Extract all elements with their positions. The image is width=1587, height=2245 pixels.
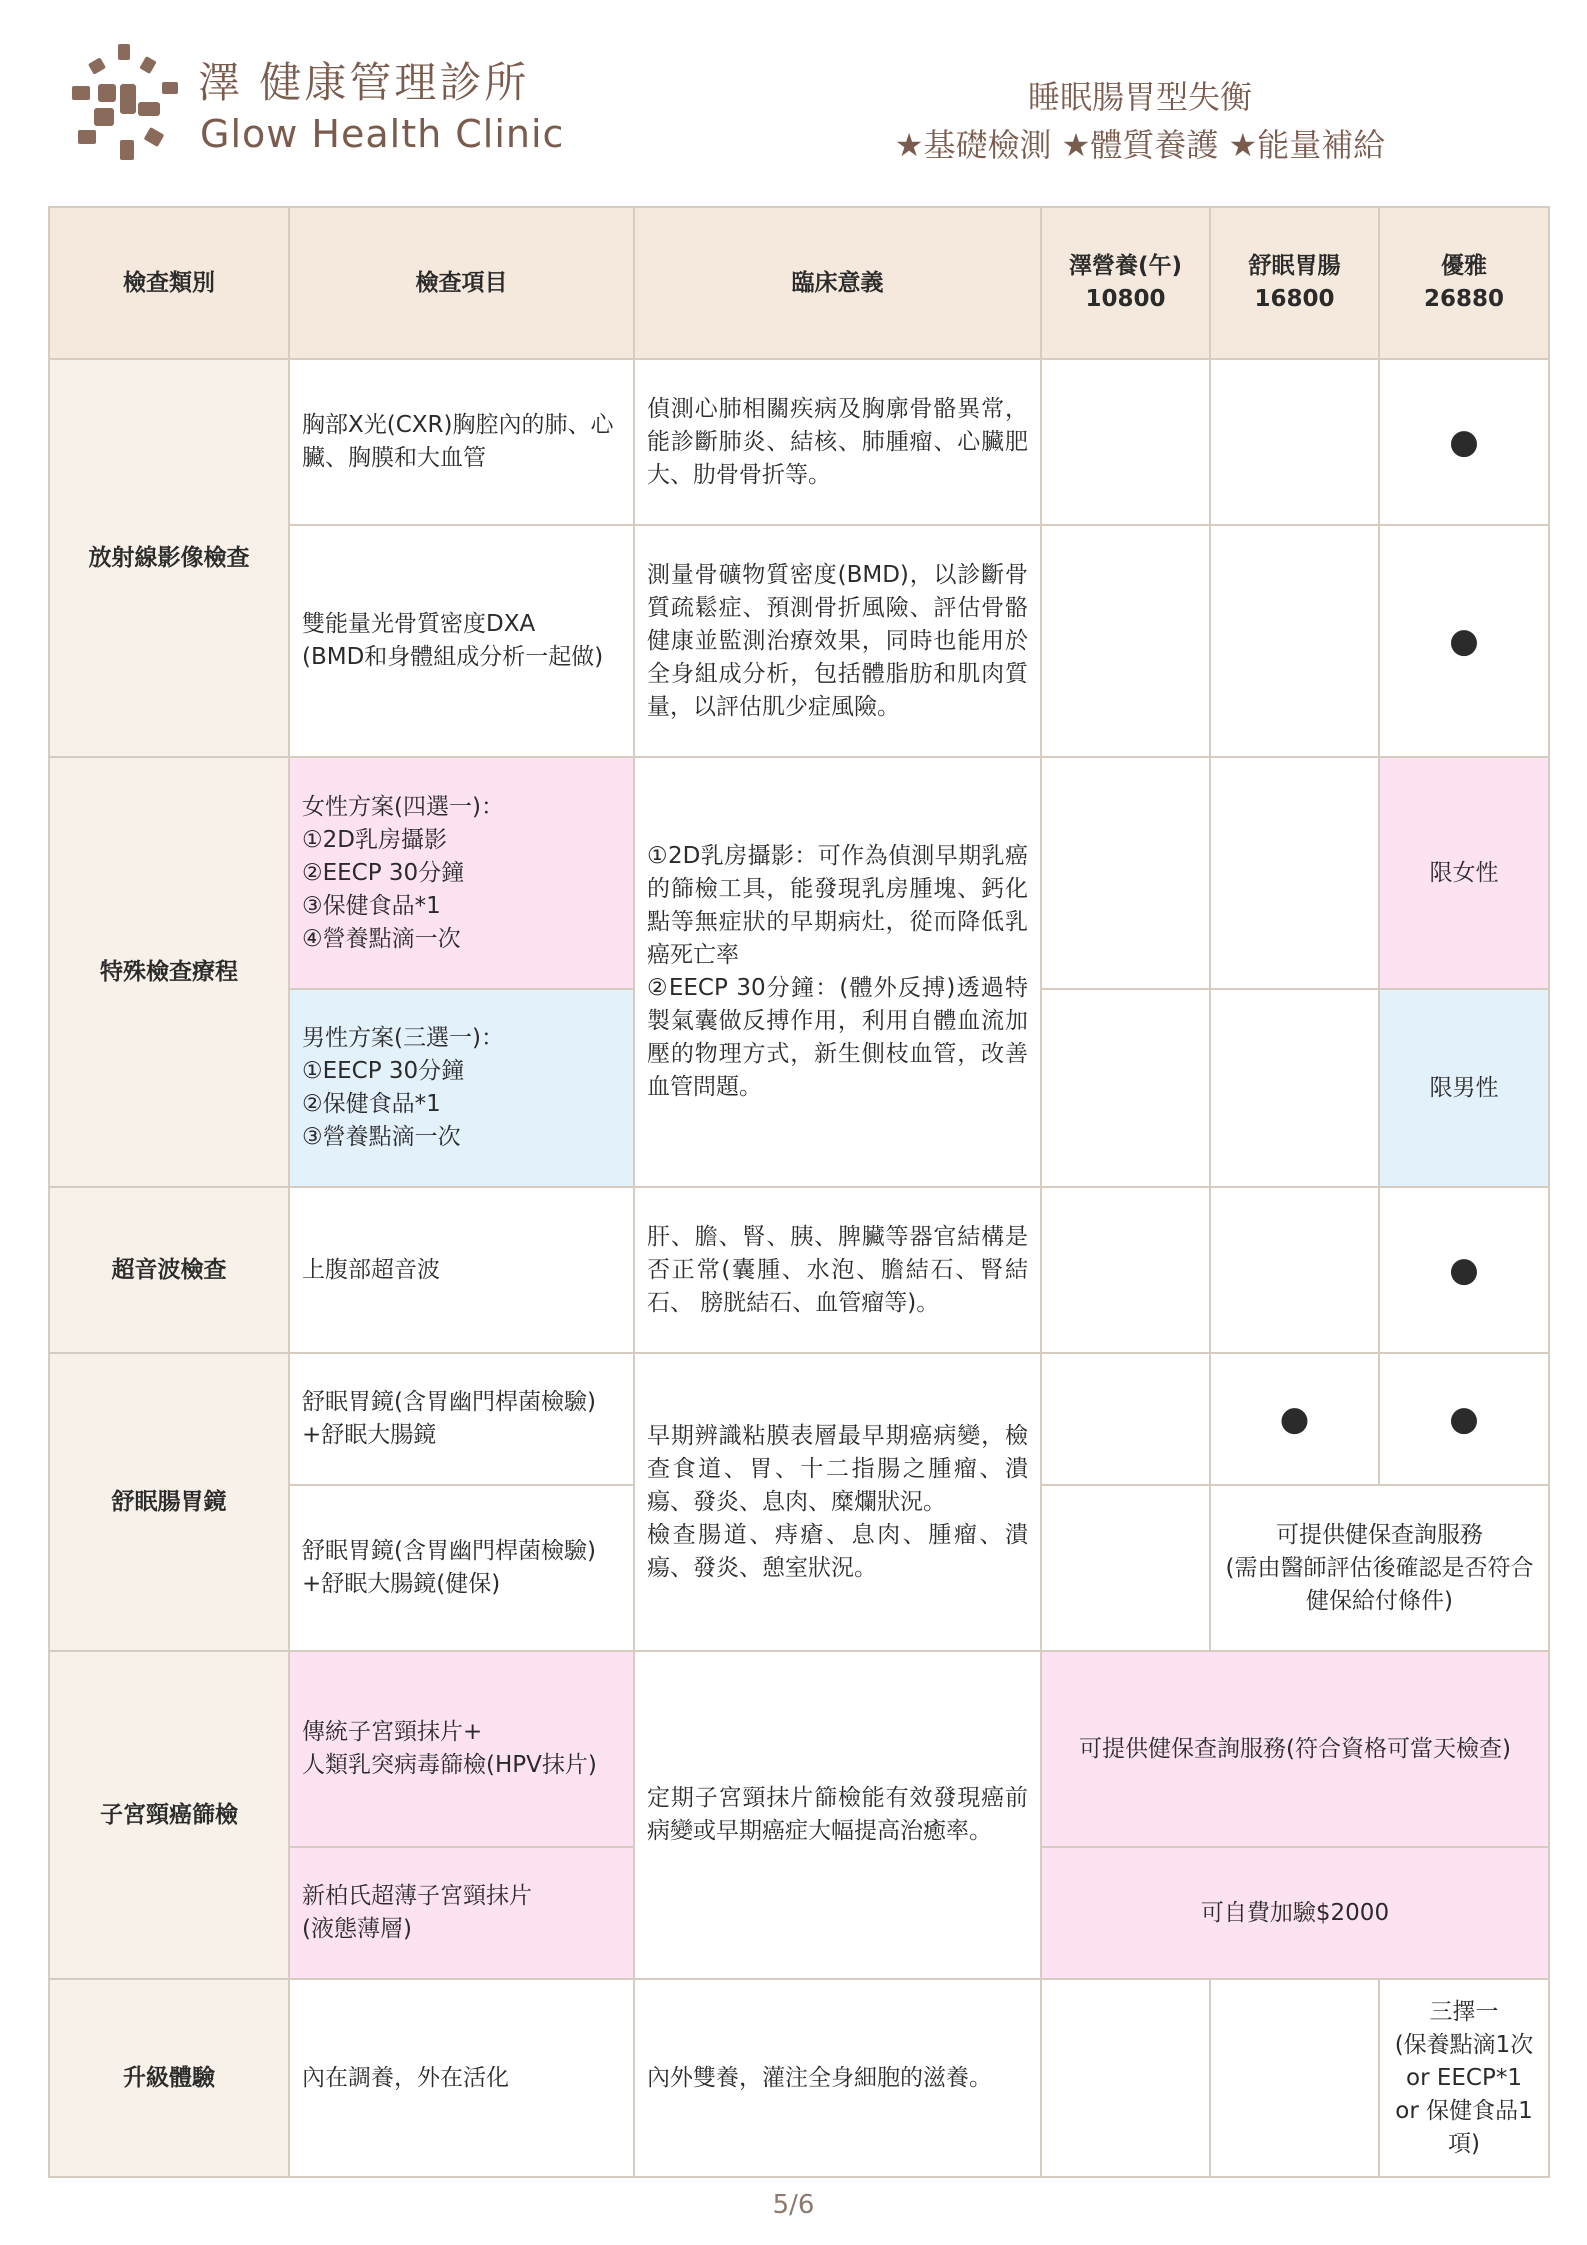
dxa-plan-3-mark: ●	[1379, 525, 1549, 757]
male-only-note: 限男性	[1379, 989, 1549, 1187]
upgrade-plan-3-note: 三擇一 (保養點滴1次 or EECP*1 or 保健食品1項)	[1379, 1979, 1549, 2177]
header-item: 檢查項目	[289, 207, 634, 359]
category-cervical: 子宮頸癌篩檢	[49, 1651, 289, 1979]
ultrasound-plan-2	[1210, 1187, 1379, 1353]
item-endoscopy-nhi: 舒眠胃鏡(含胃幽門桿菌檢驗) +舒眠大腸鏡(健保)	[289, 1485, 634, 1651]
cxr-plan-2	[1210, 359, 1379, 525]
meaning-ultrasound: 肝、膽、腎、胰、脾臟等器官結構是否正常(囊腫、水泡、膽結石、腎結石、 膀胱結石、血管瘤等)。	[634, 1187, 1041, 1353]
endoscopy-plan-2-mark: ●	[1210, 1353, 1379, 1485]
upgrade-plan-2	[1210, 1979, 1379, 2177]
header-meaning: 臨床意義	[634, 207, 1041, 359]
header-category: 檢查類別	[49, 207, 289, 359]
female-plan-1	[1041, 757, 1210, 989]
cxr-plan-3-mark: ●	[1379, 359, 1549, 525]
female-plan-2	[1210, 757, 1379, 989]
ultrasound-plan-1	[1041, 1187, 1210, 1353]
header-plan-1: 澤營養(午) 10800	[1041, 207, 1210, 359]
table-row	[49, 1651, 1549, 1847]
category-upgrade: 升級體驗	[49, 1979, 289, 2177]
dxa-plan-2	[1210, 525, 1379, 757]
meaning-cxr: 偵測心肺相關疾病及胸廓骨骼異常，能診斷肺炎、結核、肺腫瘤、心臟肥大、肋骨骨折等。	[634, 359, 1041, 525]
endoscopy-nhi-plan-1	[1041, 1485, 1210, 1651]
ultrasound-plan-3-mark: ●	[1379, 1187, 1549, 1353]
meaning-cervical: 定期子宮頸抹片篩檢能有效發現癌前病變或早期癌症大幅提高治癒率。	[634, 1651, 1041, 1979]
item-dxa: 雙能量光骨質密度DXA (BMD和身體組成分析一起做)	[289, 525, 634, 757]
header-plan-3: 優雅 26880	[1379, 207, 1549, 359]
plan-subtitle: ★基礎檢測 ★體質養護 ★能量補給	[894, 126, 1386, 164]
item-male-plan: 男性方案(三選一)： ①EECP 30分鐘 ②保健食品*1 ③營養點滴一次	[289, 989, 634, 1187]
female-only-note: 限女性	[1379, 757, 1549, 989]
table-row	[49, 1979, 1549, 2177]
page-number: 5/6	[772, 2190, 815, 2220]
clinic-logo-icon	[72, 44, 182, 162]
meaning-dxa: 測量骨礦物質密度(BMD)，以診斷骨質疏鬆症、預測骨折風險、評估骨骼健康並監測治療效果，同時也能用於全身組成分析，包括體脂肪和肌肉質量，以評估肌少症風險。	[634, 525, 1041, 757]
meaning-upgrade: 內外雙養，灌注全身細胞的滋養。	[634, 1979, 1041, 2177]
category-radiology: 放射線影像檢查	[49, 359, 289, 757]
item-cxr: 胸部X光(CXR)胸腔內的肺、心臟、胸膜和大血管	[289, 359, 634, 525]
item-female-plan: 女性方案(四選一)： ①2D乳房攝影 ②EECP 30分鐘 ③保健食品*1 ④營養點滴一次	[289, 757, 634, 989]
pap-hpv-note: 可提供健保查詢服務(符合資格可當天檢查)	[1041, 1651, 1549, 1847]
dxa-plan-1	[1041, 525, 1210, 757]
header-plan-2: 舒眠胃腸 16800	[1210, 207, 1379, 359]
table-row	[49, 757, 1549, 989]
cxr-plan-1	[1041, 359, 1210, 525]
item-upgrade: 內在調養，外在活化	[289, 1979, 634, 2177]
category-ultrasound: 超音波檢查	[49, 1187, 289, 1353]
endoscopy-plan-1	[1041, 1353, 1210, 1485]
page-header	[0, 0, 1587, 200]
meaning-special: ①2D乳房攝影：可作為偵測早期乳癌的篩檢工具，能發現乳房腫塊、鈣化點等無症狀的早期病灶，從而降低乳癌死亡率 ②EECP 30分鐘：(體外反搏)透過特製氣囊做反搏作用，利用自體血流加壓的物理方式，新生側枝血管，改善血管問題。	[634, 757, 1041, 1187]
meaning-endoscopy: 早期辨識粘膜表層最早期癌病變，檢查食道、胃、十二指腸之腫瘤、潰瘍、發炎、息肉、糜爛狀況。 檢查腸道、痔瘡、息肉、腫瘤、潰瘍、發炎、憩室狀況。	[634, 1353, 1041, 1651]
table-row	[49, 1353, 1549, 1485]
category-special: 特殊檢查療程	[49, 757, 289, 1187]
item-pap-hpv: 傳統子宮頸抹片+ 人類乳突病毒篩檢(HPV抹片)	[289, 1651, 634, 1847]
male-plan-1	[1041, 989, 1210, 1187]
item-endoscopy: 舒眠胃鏡(含胃幽門桿菌檢驗) +舒眠大腸鏡	[289, 1353, 634, 1485]
table-row	[49, 359, 1549, 525]
item-thinprep: 新柏氏超薄子宮頸抹片 (液態薄層)	[289, 1847, 634, 1979]
item-ultrasound: 上腹部超音波	[289, 1187, 634, 1353]
endoscopy-nhi-note: 可提供健保查詢服務 (需由醫師評估後確認是否符合健保給付條件)	[1210, 1485, 1549, 1651]
plan-title: 睡眠腸胃型失衡	[1027, 78, 1252, 116]
table-header-row	[49, 207, 1549, 359]
male-plan-2	[1210, 989, 1379, 1187]
brand-name-cn: 澤 健康管理診所	[198, 58, 530, 107]
category-endoscopy: 舒眠腸胃鏡	[49, 1353, 289, 1651]
table-row	[49, 1187, 1549, 1353]
checkup-table	[48, 206, 1550, 2178]
thinprep-note: 可自費加驗$2000	[1041, 1847, 1549, 1979]
brand-name-en: Glow Health Clinic	[200, 112, 565, 156]
upgrade-plan-1	[1041, 1979, 1210, 2177]
endoscopy-plan-3-mark: ●	[1379, 1353, 1549, 1485]
